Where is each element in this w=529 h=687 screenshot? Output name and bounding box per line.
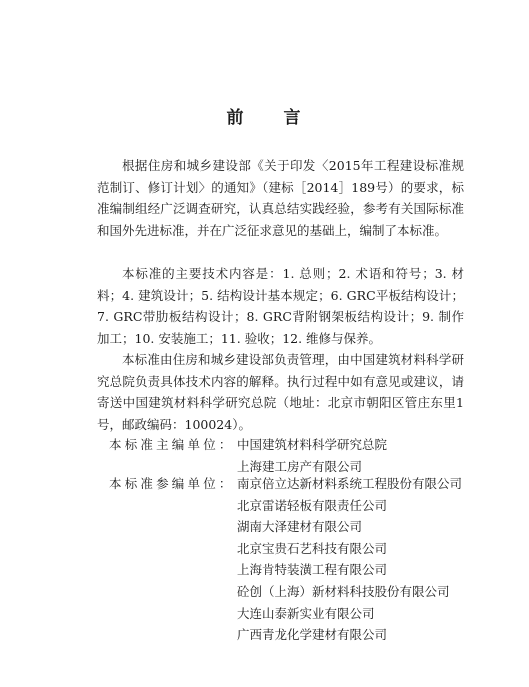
participating-unit-item: 北京宝贵石艺科技有限公司 <box>237 540 388 556</box>
participating-unit-item: 上海肯特装潢工程有限公司 <box>237 562 388 578</box>
participating-unit-item: 湖南大泽建材有限公司 <box>237 519 363 535</box>
main-units-list <box>237 434 477 477</box>
participating-units-label: 本标准参编单位： <box>109 476 235 491</box>
main-unit-item: 上海建工房产有限公司 <box>237 458 363 474</box>
paragraph-1-block <box>97 155 464 241</box>
participating-unit-item: 北京雷诺轻板有限责任公司 <box>237 497 388 513</box>
participating-unit-item: 广西青龙化学建材有限公司 <box>237 627 388 643</box>
main-units-section <box>97 434 477 477</box>
main-unit-item: 中国建筑材料科学研究总院 <box>237 437 388 452</box>
paragraph-3: 本标准由住房和城乡建设部负责管理，由中国建筑材料科学研究总院负责具体技术内容的解释。执行过程中如有意见或建议，请寄送中国建筑材料科学研究总院（地址：北京市朝阳区管庄东里1号，邮政编码：100024）。 <box>97 352 464 432</box>
page-title <box>0 103 529 128</box>
paragraph-2-block <box>97 263 464 349</box>
participating-unit-item: 大连山泰新实业有限公司 <box>237 605 375 621</box>
paragraph-3-block <box>97 349 464 435</box>
main-units-label: 本标准主编单位： <box>109 437 235 452</box>
title-char-2: 言 <box>283 108 303 128</box>
participating-unit-item: 砼创（上海）新材料科技股份有限公司 <box>237 583 450 599</box>
participating-unit-item: 南京倍立达新材料系统工程股份有限公司 <box>237 476 463 491</box>
participating-units-list <box>237 473 477 646</box>
participating-units-section <box>97 473 477 646</box>
paragraph-2: 本标准的主要技术内容是：1. 总则；2. 术语和符号；3. 材料；4. 建筑设计；5. 结构设计基本规定；6. GRC平板结构设计；7. GRC带肋板结构设计；8. GRC背附钢架板结构设计；9. 制作加工；10. 安装施工；11. 验收；12. 维修与保养。 <box>97 266 464 346</box>
paragraph-1: 根据住房和城乡建设部《关于印发〈2015年工程建设标准规范制订、修订计划〉的通知》（建标［2014］189号）的要求，标准编制组经广泛调查研究，认真总结实践经验，参考有关国际标准和国外先进标准，并在广泛征求意见的基础上，编制了本标准。 <box>97 158 464 238</box>
title-char-1: 前 <box>226 108 246 128</box>
